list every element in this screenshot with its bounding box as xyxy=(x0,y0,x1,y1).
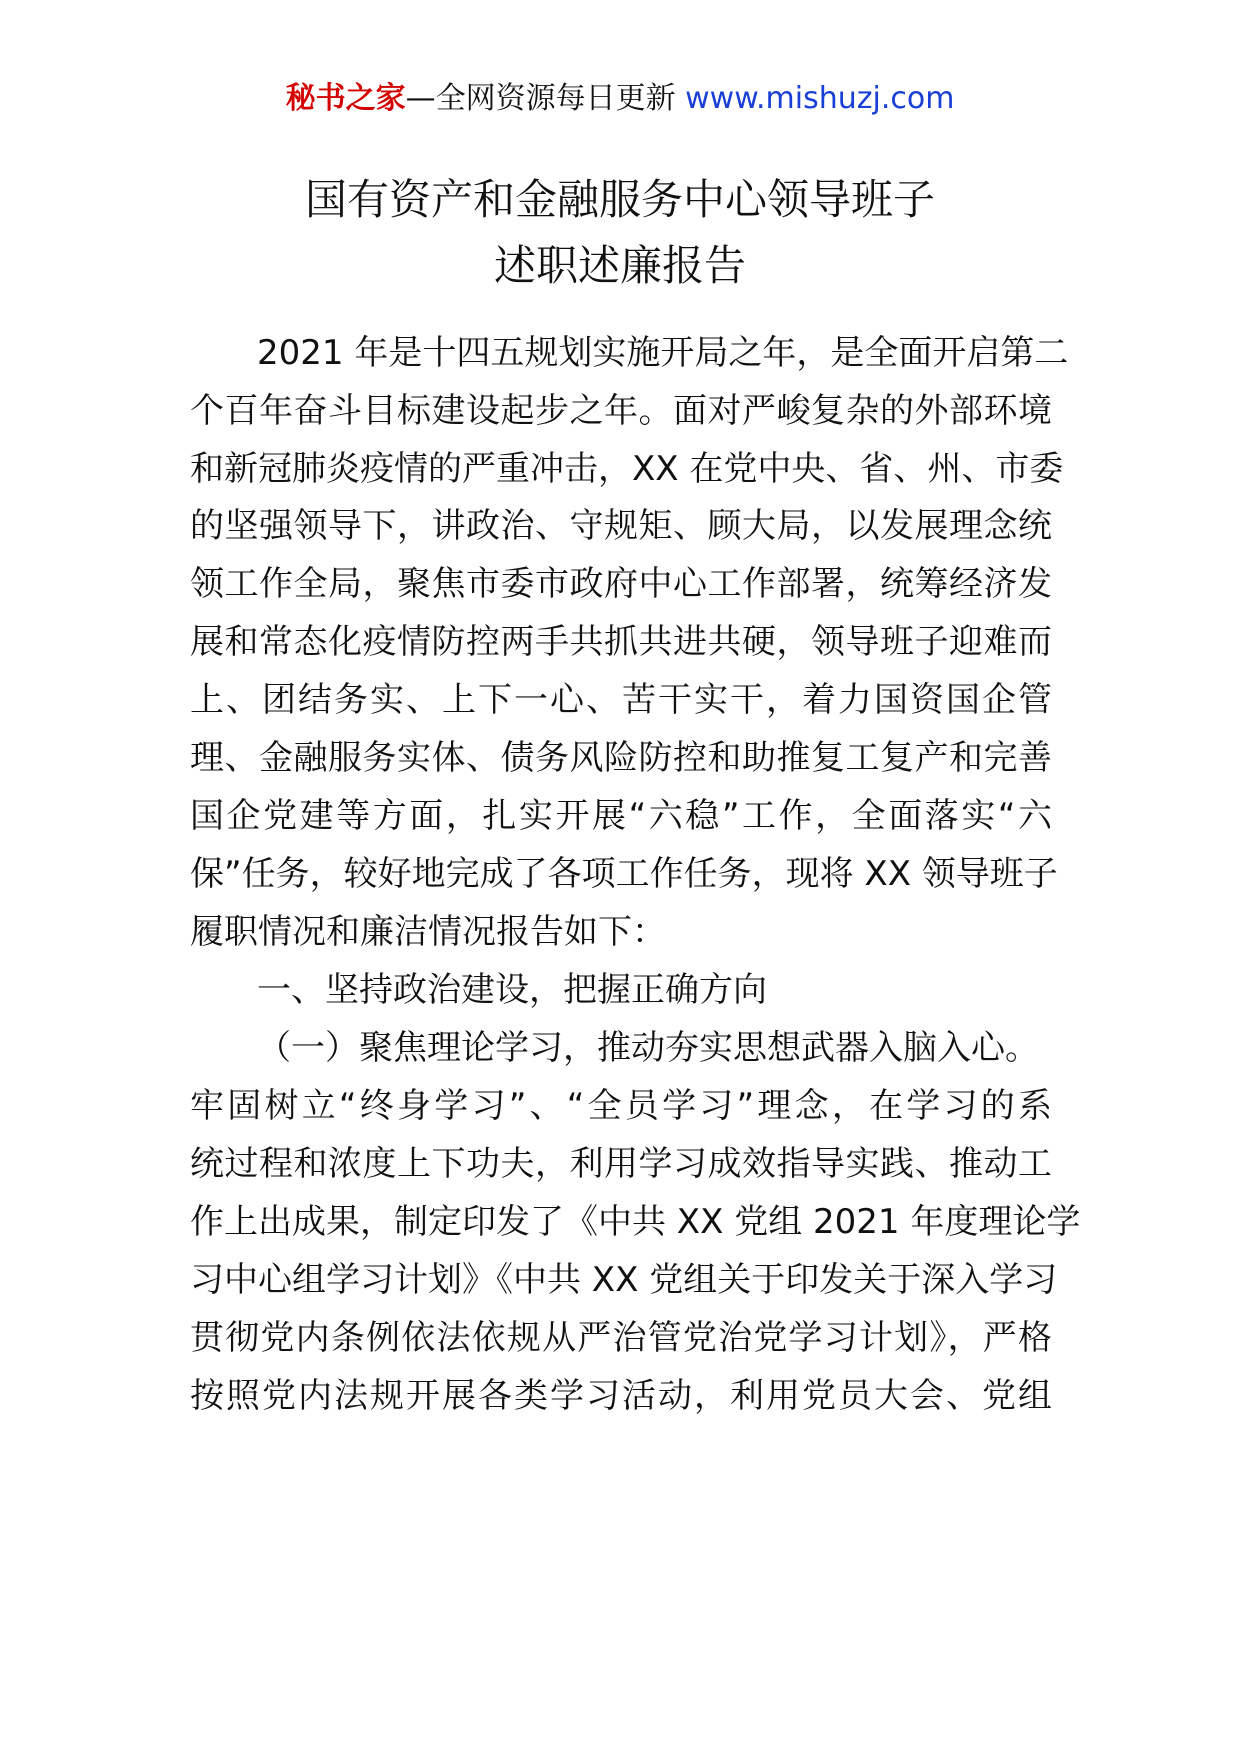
paragraph-line: 保”任务，较好地完成了各项工作任务，现将 XX 领导班子 xyxy=(190,854,1058,894)
document-title-line-2: 述职述廉报告 xyxy=(493,241,746,290)
paragraph-line: 按照党内法规开展各类学习活动，利用党员大会、党组 xyxy=(190,1376,1052,1416)
paragraph-line: 国企党建等方面，扎实开展“六稳”工作，全面落实“六 xyxy=(190,796,1052,836)
paragraph-line: 的坚强领导下，讲政治、守规矩、顾大局，以发展理念统 xyxy=(190,506,1052,546)
site-header xyxy=(0,78,1240,120)
paragraph-line: 作上出成果，制定印发了《中共 XX 党组 2021 年度理论学 xyxy=(190,1202,1081,1242)
paragraph-line: 理、金融服务实体、债务风险防控和助推复工复产和完善 xyxy=(190,738,1052,778)
paragraph-line: 习中心组学习计划》《中共 XX 党组关于印发关于深入学习 xyxy=(190,1260,1058,1300)
paragraph-line: 牢固树立“终身学习”、“全员学习”理念，在学习的系 xyxy=(190,1086,1052,1126)
paragraph-line: 统过程和浓度上下功夫，利用学习成效指导实践、推动工 xyxy=(190,1144,1052,1184)
paragraph-line: 2021 年是十四五规划实施开局之年，是全面开启第二 xyxy=(257,333,1069,373)
paragraph-line: 展和常态化疫情防控两手共抓共进共硬，领导班子迎难而 xyxy=(190,622,1052,662)
subsection-heading: （一）聚焦理论学习，推动夯实思想武器入脑入心。 xyxy=(257,1028,1039,1068)
section-heading: 一、坚持政治建设，把握正确方向 xyxy=(257,970,767,1010)
site-brand: 秘书之家 xyxy=(285,81,406,116)
paragraph-line: 领工作全局，聚焦市委市政府中心工作部署，统筹经济发 xyxy=(190,564,1052,604)
paragraph-line: 履职情况和廉洁情况报告如下： xyxy=(190,912,666,952)
paragraph-line: 上、团结务实、上下一心、苦干实干，着力国资国企管 xyxy=(190,680,1052,720)
site-url-link[interactable]: www.mishuzj.com xyxy=(685,81,955,116)
site-slogan: —全网资源每日更新 xyxy=(405,81,676,116)
paragraph-line: 和新冠肺炎疫情的严重冲击，XX 在党中央、省、州、市委 xyxy=(190,449,1064,489)
paragraph-line: 个百年奋斗目标建设起步之年。面对严峻复杂的外部环境 xyxy=(190,391,1052,431)
document-title-line-1: 国有资产和金融服务中心领导班子 xyxy=(304,175,935,224)
paragraph-line: 贯彻党内条例依法依规从严治管党治党学习计划》，严格 xyxy=(190,1318,1052,1358)
